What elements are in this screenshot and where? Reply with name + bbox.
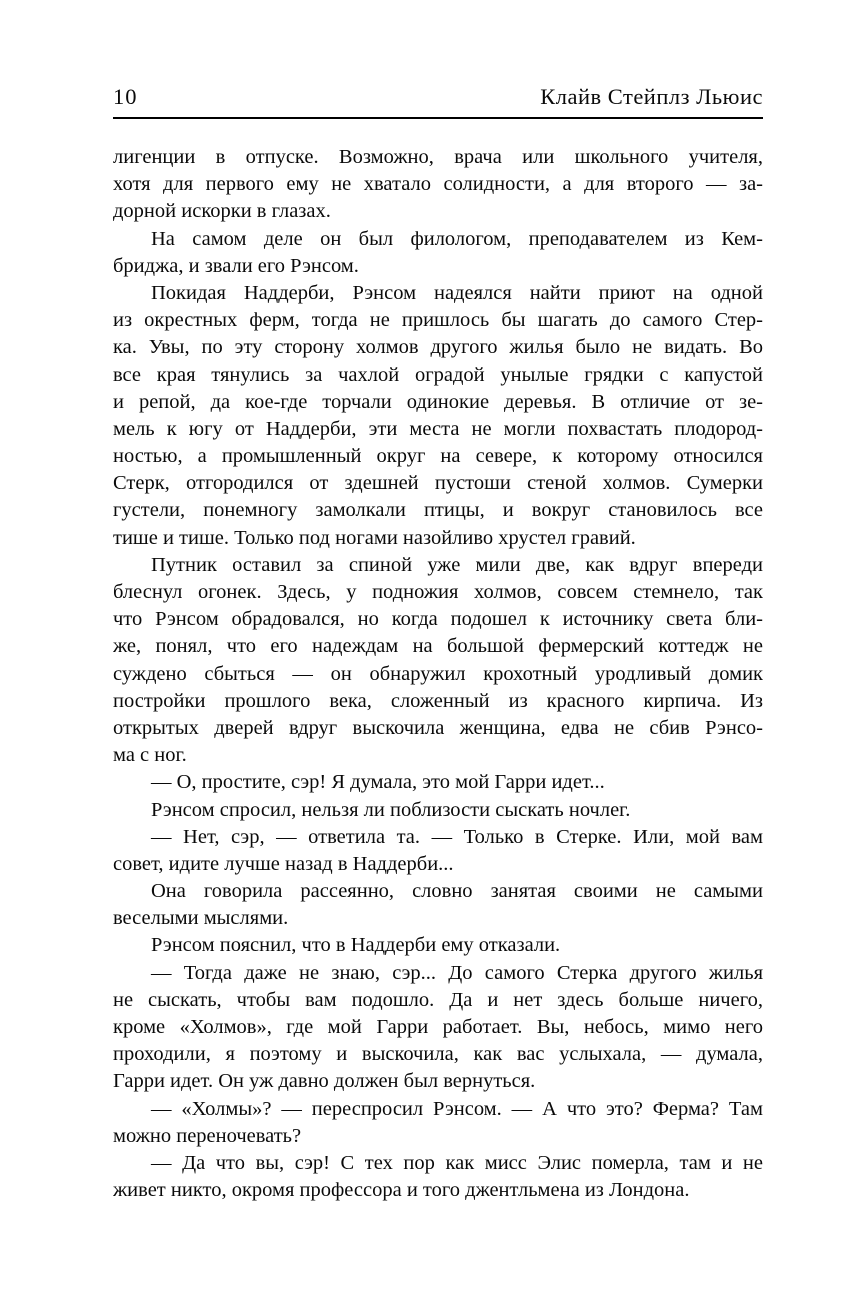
text-line: ма с ног. [113,744,187,767]
text-line: дорной искорки в глазах. [113,200,331,223]
text-line: Она говорила рассеянно, словно занятая своими не самыми [151,880,763,903]
text-line: ка. Увы, по эту сторону холмов другого жилья было не видать. Во [113,336,763,359]
page-number: 10 [113,84,138,109]
page-content [113,85,763,1204]
text-line: лигенции в отпуске. Возможно, врача или школьного учителя, [113,146,763,168]
text-line: и репой, да кое-где торчали одинокие деревья. В отличие от зе- [113,390,763,413]
text-line: постройки прошлого века, сложенный из красного кирпича. Из [113,689,763,712]
header-rule [113,117,763,119]
text-line: проходили, я поэтому и выскочила, как вас услыхала, — думала, [113,1043,763,1066]
text-line: густели, понемногу замолкали птицы, и вокруг становилось все [113,499,763,522]
running-title: Клайв Стейплз Льюис [540,84,763,109]
text-line: мель к югу от Наддерби, эти места не могли похвастать плодород- [113,417,763,440]
body-text [113,144,763,1204]
text-line: веселыми мыслями. [113,907,289,930]
text-line: что Рэнсом обрадовался, но когда подошел к источнику света бли- [113,608,763,631]
text-line: ностью, а промышленный округ на севере, к которому относился [113,445,763,468]
text-line: же, понял, что его надеждам на большой фермерский коттедж не [113,635,763,658]
text-line: суждено сбыться — он обнаружил крохотный уродливый домик [113,662,763,685]
text-line: кроме «Холмов», где мой Гарри работает. Вы, небось, мимо него [113,1016,763,1038]
text-line: Рэнсом спросил, нельзя ли поблизости сыскать ночлег. [151,798,631,821]
text-line: Путник оставил за спиной уже мили две, как вдруг впереди [151,553,763,576]
text-line: живет никто, окромя профессора и того джентльмена из Лондона. [113,1179,690,1202]
text-line: не сыскать, чтобы вам подошло. Да и нет здесь больше ничего, [113,988,763,1011]
text-line: из окрестных ферм, тогда не пришлось бы шагать до самого Стер- [113,309,763,332]
text-line: бриджа, и звали его Рэнсом. [113,254,359,277]
text-line: Покидая Наддерби, Рэнсом надеялся найти приют на одной [151,281,763,304]
text-line: — Нет, сэр, — ответила та. — Только в Стерке. Или, мой вам [151,825,763,848]
page-header [113,85,763,109]
text-line: Гарри идет. Он уж давно должен был вернуться. [113,1070,536,1093]
text-line: — «Холмы»? — переспросил Рэнсом. — А что это? Ферма? Там [151,1097,763,1120]
text-line: тише и тише. Только под ногами назойливо хрустел гравий. [113,526,636,549]
text-line: совет, идите лучше назад в Наддерби... [113,852,454,875]
text-line: можно переночевать? [113,1124,302,1147]
text-line: хотя для первого ему не хватало солидности, а для второго — за- [113,173,763,196]
text-line: блеснул огонек. Здесь, у подножия холмов, совсем стемнело, так [113,581,763,603]
text-line: Стерк, отгородился от здешней пустоши стеной холмов. Сумерки [113,472,763,495]
text-line: Рэнсом пояснил, что в Наддерби ему отказали. [151,934,561,957]
text-line: открытых дверей вдруг выскочила женщина, едва не сбив Рэнсо- [113,716,763,739]
text-line: — Да что вы, сэр! С тех пор как мисс Элис померла, там и не [151,1151,763,1174]
text-line: — Тогда даже не знаю, сэр... До самого Стерка другого жилья [151,961,763,984]
text-line: На самом деле он был филологом, преподавателем из Кем- [151,227,763,250]
text-line: — О, простите, сэр! Я думала, это мой Гарри идет... [151,771,605,794]
text-line: все края тянулись за чахлой оградой унылые грядки с капустой [113,363,763,386]
